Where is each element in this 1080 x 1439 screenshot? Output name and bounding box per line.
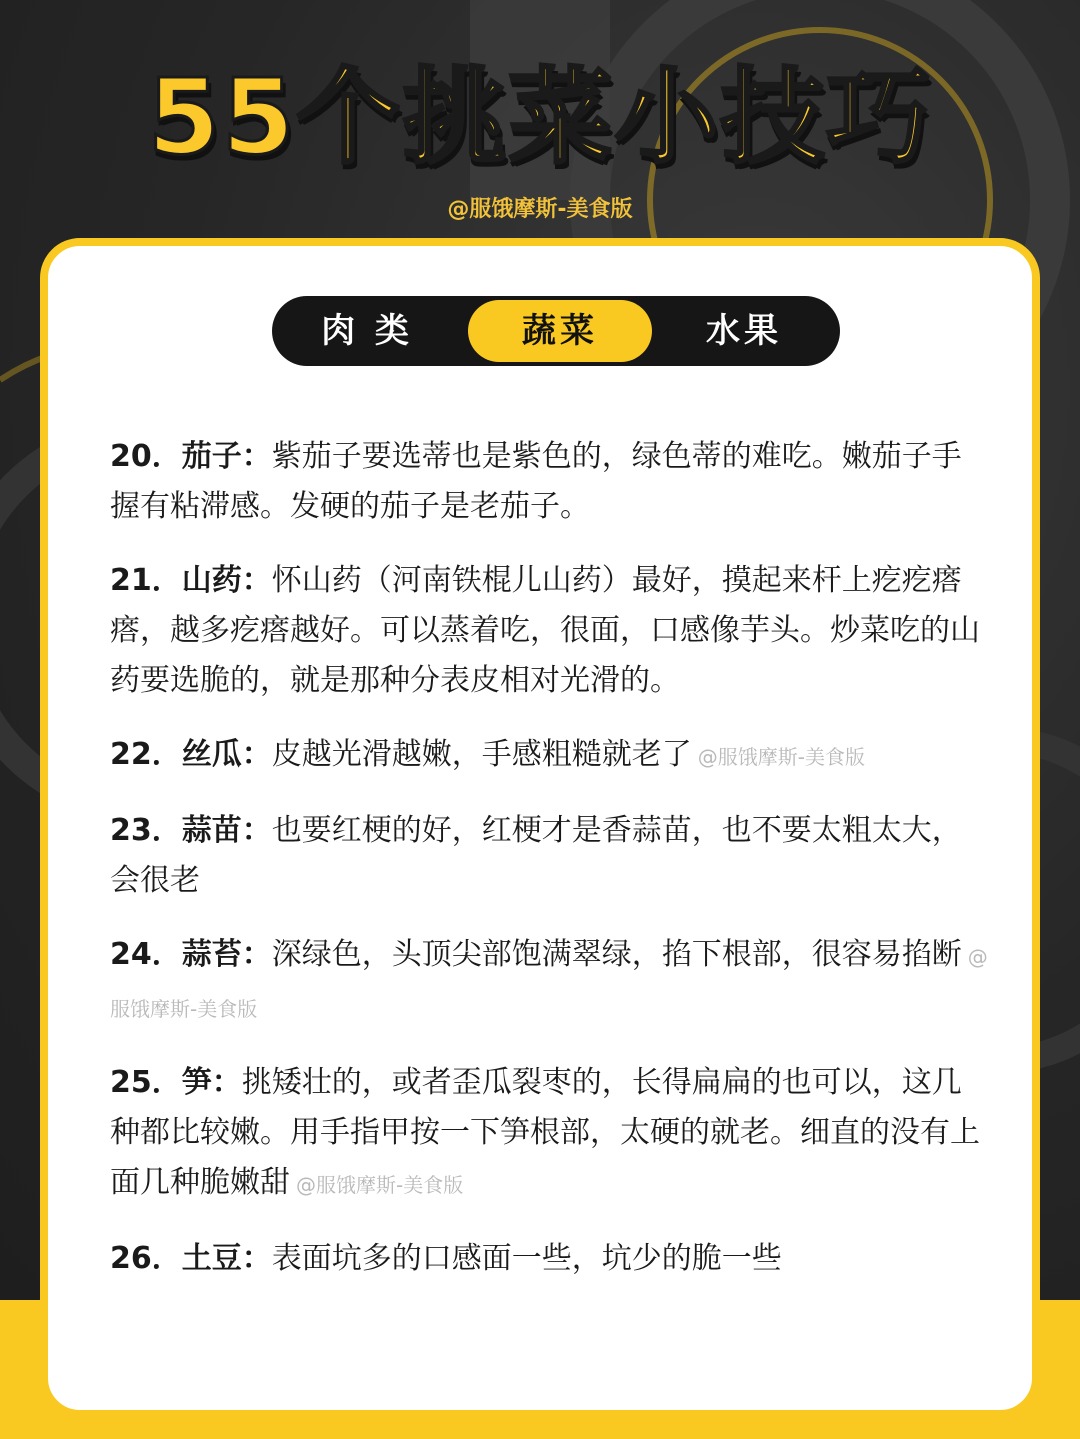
tip-number: 20． <box>110 439 182 474</box>
content-card <box>40 238 1040 1418</box>
tip-item <box>110 730 990 782</box>
author-credit: @服饿摩斯-美食版 <box>447 197 633 222</box>
tip-item <box>110 432 990 532</box>
tip-item <box>110 806 990 906</box>
tip-number: 23． <box>110 813 182 848</box>
tip-vegetable-name: 蒜苗： <box>181 813 272 848</box>
tips-list <box>110 432 990 1308</box>
tip-item <box>110 556 990 706</box>
tab-vegetables[interactable]: 蔬菜 <box>468 300 652 362</box>
tip-item <box>110 1234 990 1284</box>
tip-text: 皮越光滑越嫩，手感粗糙就老了 <box>271 737 692 772</box>
watermark-text: @服饿摩斯-美食版 <box>697 745 865 769</box>
tip-number: 26． <box>110 1241 182 1276</box>
tip-number: 21． <box>110 563 182 598</box>
tab-fruit[interactable]: 水果 <box>706 311 782 351</box>
tip-vegetable-name: 茄子： <box>181 439 272 474</box>
tip-vegetable-name: 土豆： <box>181 1241 272 1276</box>
page-title: 55个挑菜小技巧 <box>147 56 933 178</box>
tip-number: 25． <box>110 1065 182 1100</box>
tip-vegetable-name: 笋： <box>181 1065 242 1100</box>
tip-item <box>110 930 990 1034</box>
tip-text: 也要红梗的好，红梗才是香蒜苗，也不要太粗太大，会很老 <box>110 813 962 898</box>
tip-vegetable-name: 山药： <box>181 563 272 598</box>
tip-text: 深绿色，头顶尖部饱满翠绿，掐下根部，很容易掐断 <box>271 937 962 972</box>
tip-text: 表面坑多的口感面一些，坑少的脆一些 <box>271 1241 782 1276</box>
tip-text: 怀山药（河南铁棍儿山药）最好，摸起来杆上疙疙瘩瘩，越多疙瘩越好。可以蒸着吃，很面，口感像芋头。炒菜吃的山药要选脆的，就是那种分表皮相对光滑的。 <box>110 563 980 698</box>
tip-number: 24． <box>110 937 182 972</box>
tip-number: 22． <box>110 737 182 772</box>
tip-text: 挑矮壮的，或者歪瓜裂枣的，长得扁扁的也可以，这几种都比较嫩。用手指甲按一下笋根部，太硬的就老。细直的没有上面几种脆嫩甜 <box>110 1065 980 1200</box>
tip-vegetable-name: 丝瓜： <box>181 737 272 772</box>
tip-text: 紫茄子要选蒂也是紫色的，绿色蒂的难吃。嫩茄子手握有粘滞感。发硬的茄子是老茄子。 <box>110 439 962 524</box>
category-tabs <box>272 296 840 366</box>
watermark-text: @服饿摩斯-美食版 <box>110 945 988 1021</box>
tip-item <box>110 1058 990 1210</box>
tab-meat[interactable]: 肉 类 <box>321 311 413 351</box>
watermark-text: @服饿摩斯-美食版 <box>296 1173 464 1197</box>
tip-vegetable-name: 蒜苔： <box>181 937 272 972</box>
